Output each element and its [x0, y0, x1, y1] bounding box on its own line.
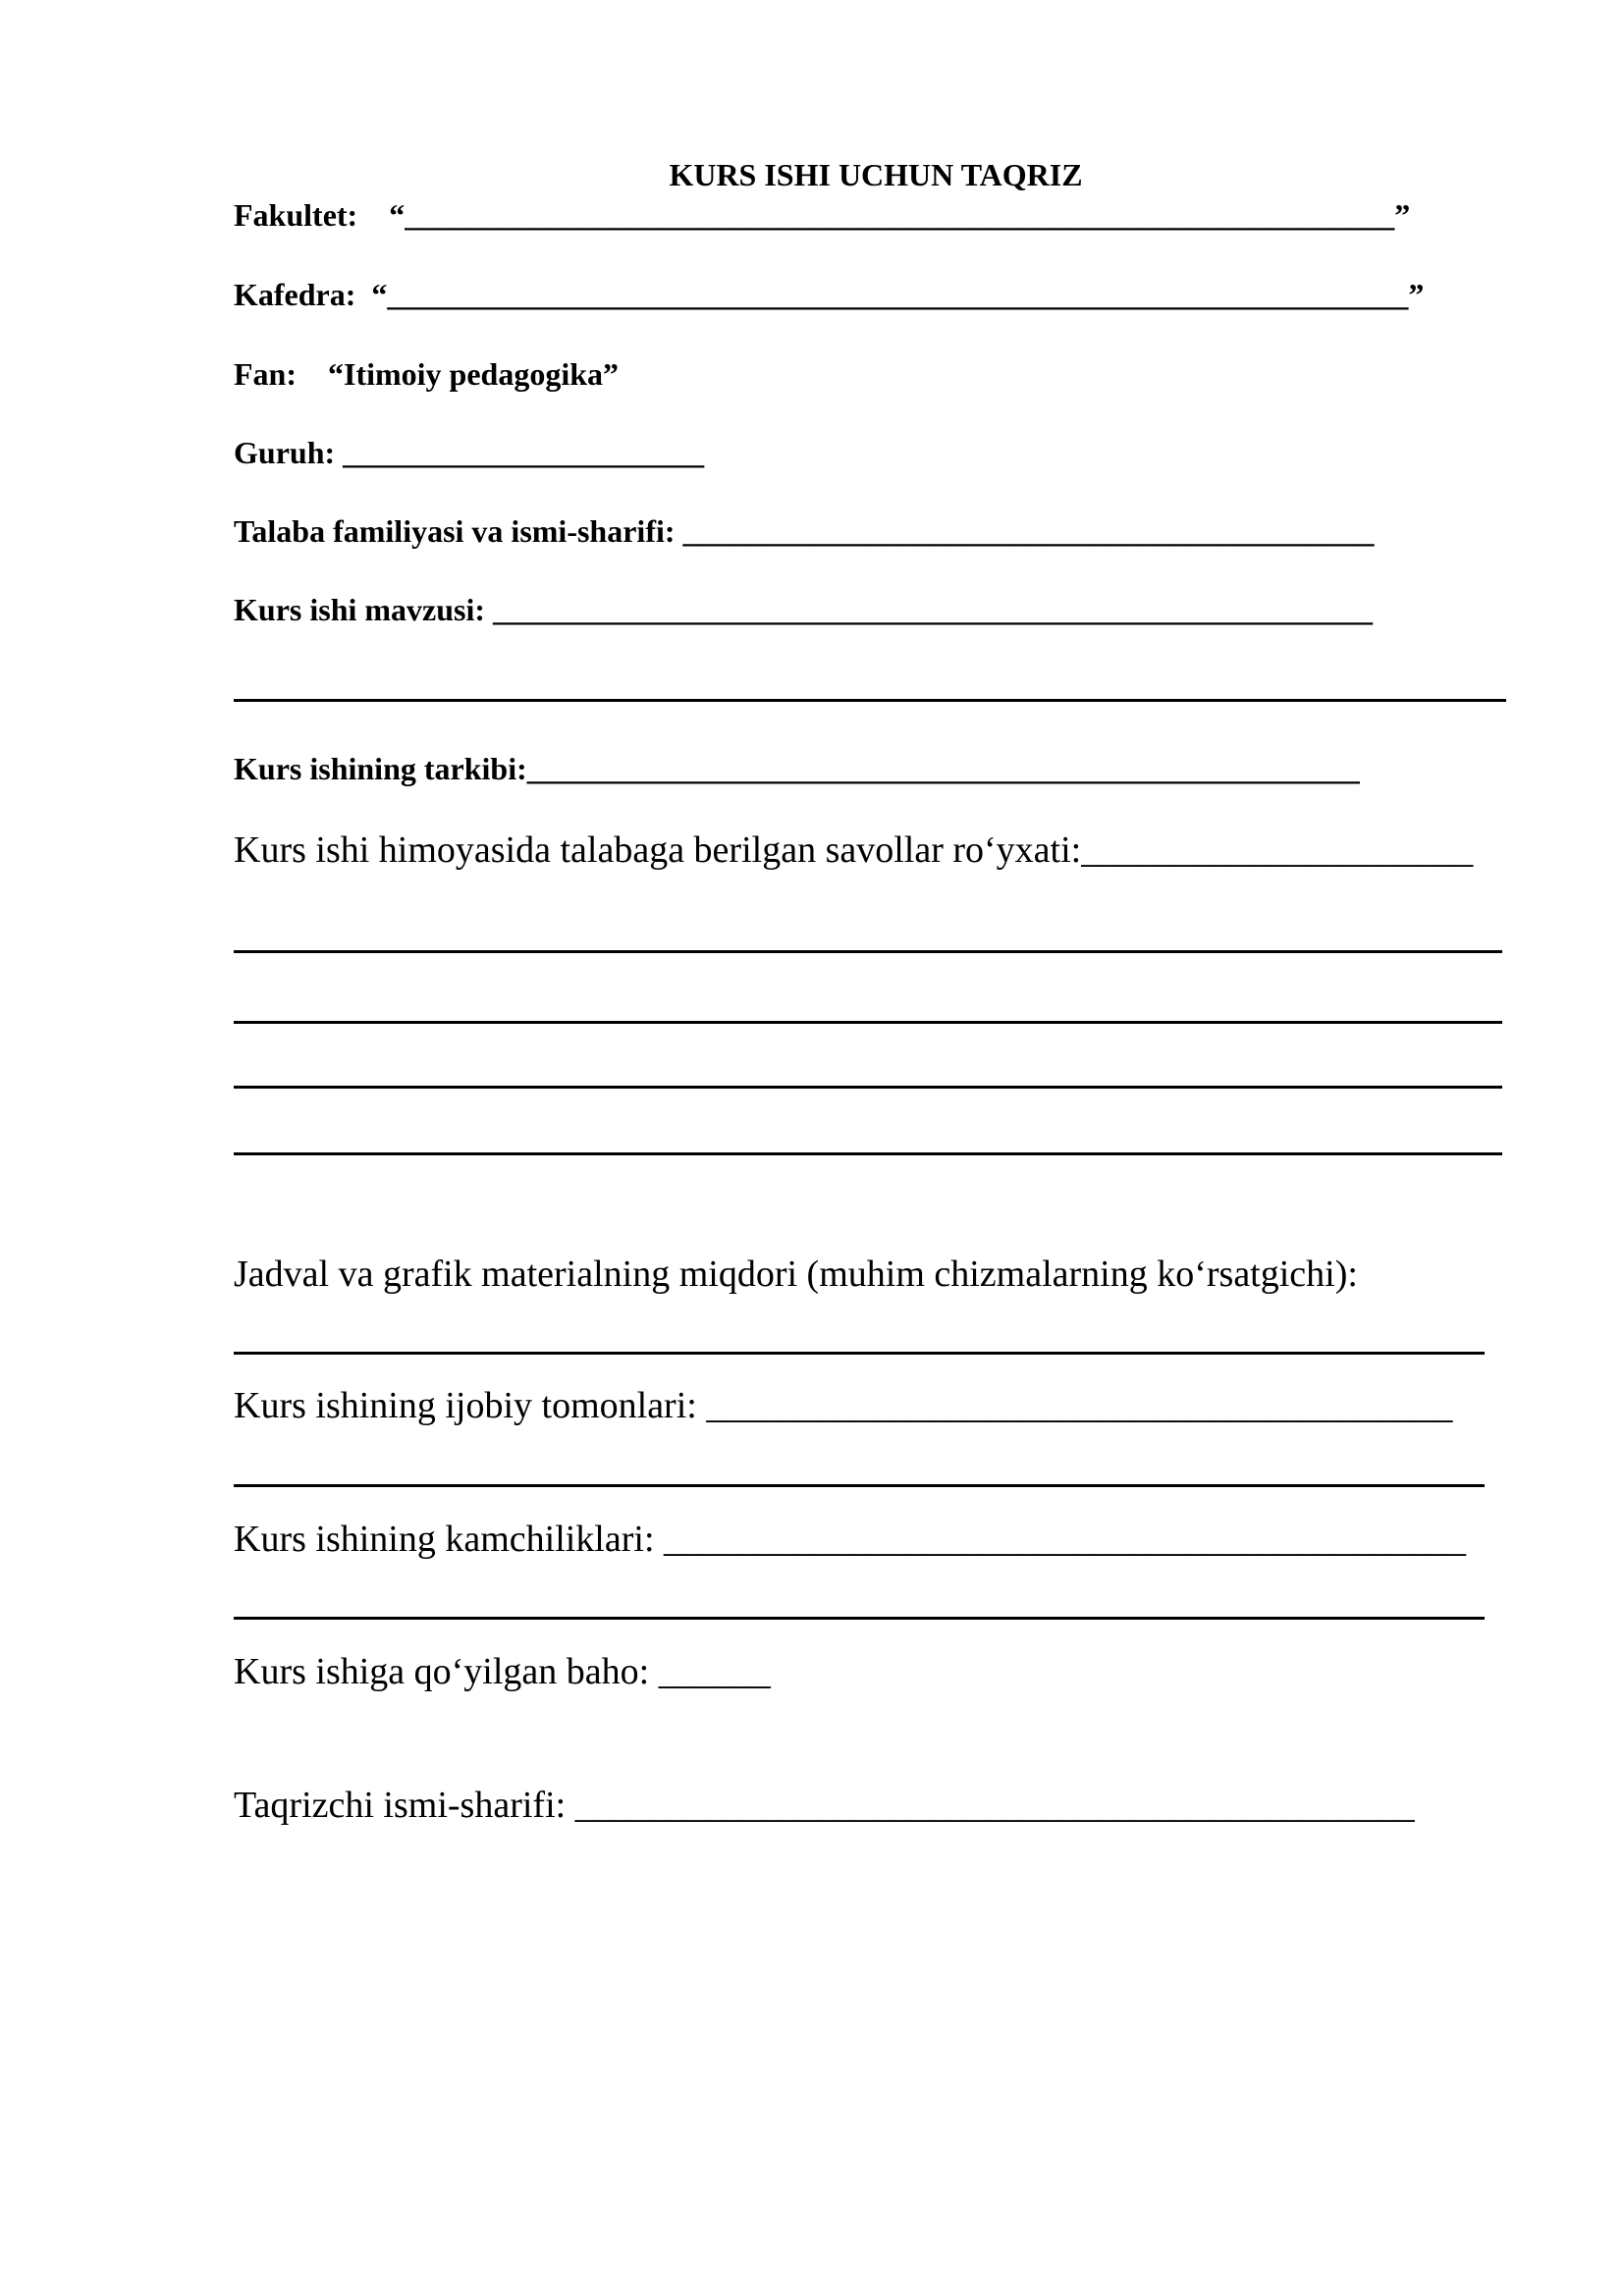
savollar-line-4[interactable]	[234, 1152, 1502, 1155]
kamchilik-line[interactable]	[234, 1617, 1485, 1620]
savollar-line-1[interactable]	[234, 950, 1502, 953]
tarkib-field[interactable]: Kurs ishining tarkibi:_____________________________________________________	[234, 751, 1360, 786]
baho-field[interactable]: Kurs ishiga qo‘yilgan baho: ______	[234, 1651, 771, 1692]
jadval-line[interactable]	[234, 1352, 1485, 1355]
mavzu-field[interactable]: Kurs ishi mavzusi: ________________________________________________________	[234, 592, 1374, 627]
kamchilik-field[interactable]: Kurs ishining kamchiliklari: ___________________________________________	[234, 1519, 1467, 1560]
taqrizchi-field[interactable]: Taqrizchi ismi-sharifi: _____________________________________________	[234, 1785, 1415, 1826]
savollar-line-2[interactable]	[234, 1021, 1502, 1024]
mavzu-continuation-line[interactable]	[234, 699, 1506, 702]
fakultet-field[interactable]: Fakultet: “_______________________________________________________________”	[234, 197, 1411, 233]
fan-field: Fan: “Itimoiy pedagogika”	[234, 356, 620, 392]
page-title: KURS ISHI UCHUN TAQRIZ	[669, 157, 1083, 192]
ijobiy-field[interactable]: Kurs ishining ijobiy tomonlari: ________________________________________	[234, 1385, 1453, 1426]
ijobiy-line[interactable]	[234, 1484, 1485, 1487]
guruh-field[interactable]: Guruh: _______________________	[234, 435, 705, 470]
savollar-line-3[interactable]	[234, 1086, 1502, 1089]
savollar-field[interactable]: Kurs ishi himoyasida talabaga berilgan savollar ro‘yxati:_____________________	[234, 829, 1474, 871]
jadval-field: Jadval va grafik materialning miqdori (muhim chizmalarning ko‘rsatgichi):	[234, 1254, 1358, 1295]
talaba-name-field[interactable]: Talaba familiyasi va ismi-sharifi: ____________________________________________	[234, 513, 1375, 549]
kafedra-field[interactable]: Kafedra: “_________________________________________________________________”	[234, 277, 1425, 312]
